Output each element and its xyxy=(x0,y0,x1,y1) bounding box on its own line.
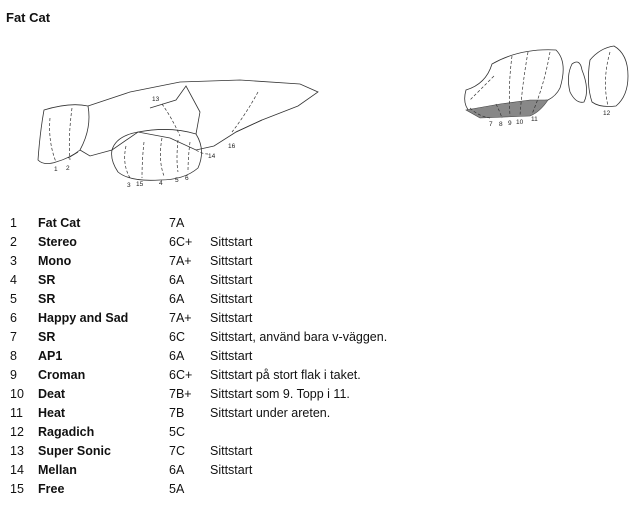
route-marker-4: 4 xyxy=(159,180,163,187)
boulder-left-outline xyxy=(38,105,89,164)
route-line-1 xyxy=(50,118,56,162)
route-row xyxy=(10,479,387,498)
route-number: 3 xyxy=(10,253,17,268)
route-marker-15: 15 xyxy=(136,181,144,188)
route-marker-5: 5 xyxy=(175,177,179,184)
route-name: Free xyxy=(38,481,65,496)
route-grade: 5C xyxy=(169,424,185,439)
route-row xyxy=(10,384,387,403)
route-line-5 xyxy=(177,140,178,172)
route-note: Sittstart som 9. Topp i 11. xyxy=(210,386,350,401)
route-name: Deat xyxy=(38,386,66,401)
route-line-14 xyxy=(196,150,208,154)
route-number: 8 xyxy=(10,348,17,363)
route-line-2 xyxy=(69,108,72,160)
route-marker-13: 13 xyxy=(152,96,160,103)
route-number: 10 xyxy=(10,386,24,401)
boulder-right-b-outline xyxy=(568,62,586,102)
route-marker-1: 1 xyxy=(54,166,58,173)
route-note xyxy=(210,213,387,232)
route-row xyxy=(10,289,387,308)
route-marker-3: 3 xyxy=(127,182,131,189)
route-number: 14 xyxy=(10,462,24,477)
route-name: Happy and Sad xyxy=(38,310,129,325)
boulder-right-c-outline xyxy=(588,46,628,107)
route-name: Stereo xyxy=(38,234,77,249)
route-note: Sittstart xyxy=(210,272,253,287)
route-marker-8: 8 xyxy=(499,121,503,128)
route-marker-14: 14 xyxy=(208,153,216,160)
route-note: Sittstart xyxy=(210,310,253,325)
route-row xyxy=(10,441,387,460)
route-number: 9 xyxy=(10,367,17,382)
route-grade: 7A+ xyxy=(169,310,192,325)
route-marker-11: 11 xyxy=(531,116,538,123)
route-name: Mellan xyxy=(38,462,77,477)
route-grade: 6C+ xyxy=(169,367,193,382)
route-row xyxy=(10,365,387,384)
route-number: 15 xyxy=(10,481,24,496)
route-marker-16: 16 xyxy=(228,143,236,150)
route-number: 11 xyxy=(10,405,23,420)
route-line-12 xyxy=(605,52,610,106)
route-grade: 6A xyxy=(169,272,185,287)
route-number: 2 xyxy=(10,234,17,249)
boulder-front-outline xyxy=(112,129,202,180)
route-grade: 7A+ xyxy=(169,253,192,268)
route-row xyxy=(10,213,387,232)
route-grade: 6C xyxy=(169,329,185,344)
route-row xyxy=(10,346,387,365)
route-marker-7: 7 xyxy=(489,121,493,128)
route-line-13 xyxy=(162,104,180,136)
route-name: SR xyxy=(38,329,56,344)
route-number: 6 xyxy=(10,310,17,325)
route-row xyxy=(10,251,387,270)
route-grade: 7B+ xyxy=(169,386,192,401)
route-name: AP1 xyxy=(38,348,63,363)
route-row xyxy=(10,308,387,327)
route-note xyxy=(210,479,387,498)
route-name: Super Sonic xyxy=(38,443,111,458)
route-number: 5 xyxy=(10,291,17,306)
route-grade: 6A xyxy=(169,291,185,306)
page-title: Fat Cat xyxy=(6,10,51,25)
route-list-body xyxy=(10,213,387,498)
route-grade: 7C xyxy=(169,443,185,458)
route-number: 1 xyxy=(10,215,17,230)
route-marker-9: 9 xyxy=(508,120,512,127)
route-grade: 7A xyxy=(169,215,185,230)
route-marker-12: 12 xyxy=(603,110,611,117)
route-note: Sittstart under areten. xyxy=(210,405,331,420)
route-note: Sittstart xyxy=(210,462,253,477)
route-name: Fat Cat xyxy=(38,215,81,230)
route-number: 4 xyxy=(10,272,17,287)
route-line-3 xyxy=(125,146,130,178)
route-line-4 xyxy=(160,138,164,176)
route-name: Heat xyxy=(38,405,66,420)
route-row xyxy=(10,327,387,346)
boulder-topo-drawing xyxy=(0,0,640,200)
route-line-15 xyxy=(142,142,144,178)
route-name: Mono xyxy=(38,253,72,268)
route-row xyxy=(10,460,387,479)
route-name: Croman xyxy=(38,367,86,382)
route-note: Sittstart xyxy=(210,234,253,249)
route-note: Sittstart xyxy=(210,253,253,268)
route-note: Sittstart, använd bara v-väggen. xyxy=(210,329,388,344)
route-marker-10: 10 xyxy=(516,119,524,126)
route-note xyxy=(210,422,387,441)
route-grade: 6A xyxy=(169,462,185,477)
route-note: Sittstart på stort flak i taket. xyxy=(210,367,361,382)
route-name: SR xyxy=(38,291,56,306)
route-number: 7 xyxy=(10,329,17,344)
route-marker-6: 6 xyxy=(185,175,189,182)
route-row xyxy=(10,403,387,422)
route-name: Ragadich xyxy=(38,424,95,439)
route-list xyxy=(10,213,387,498)
route-marker-2: 2 xyxy=(66,165,70,172)
route-grade: 5A xyxy=(169,481,185,496)
route-name: SR xyxy=(38,272,56,287)
route-number: 12 xyxy=(10,424,24,439)
route-note: Sittstart xyxy=(210,291,253,306)
route-row xyxy=(10,422,387,441)
route-number: 13 xyxy=(10,443,24,458)
route-note: Sittstart xyxy=(210,348,253,363)
route-line-16 xyxy=(232,92,258,132)
boulder-mid-outline xyxy=(150,86,200,134)
route-row xyxy=(10,232,387,251)
route-note: Sittstart xyxy=(210,443,253,458)
route-row xyxy=(10,270,387,289)
route-grade: 6C+ xyxy=(169,234,193,249)
route-grade: 6A xyxy=(169,348,185,363)
route-grade: 7B xyxy=(169,405,185,420)
